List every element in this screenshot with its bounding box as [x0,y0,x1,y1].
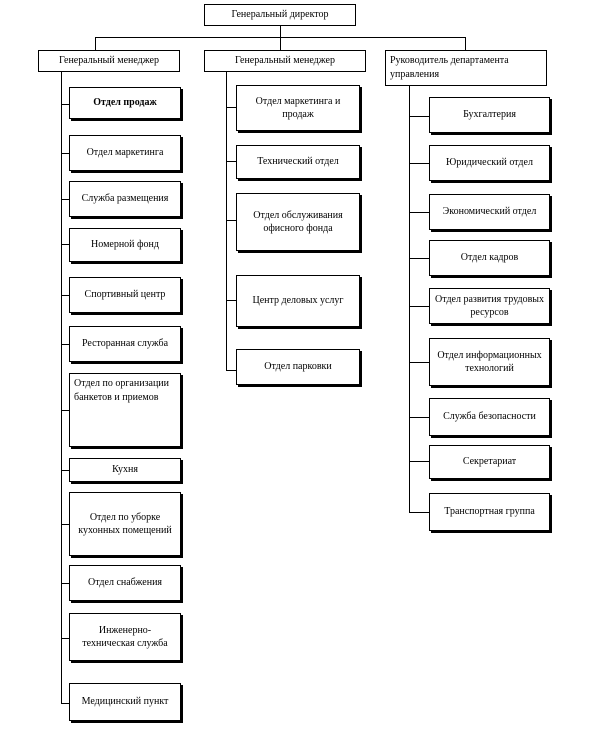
dept-box [69,228,181,262]
col2-tick [226,370,236,371]
col2-tick [226,107,236,108]
root-label: Генеральный директор [231,9,329,21]
dept-box [69,683,181,721]
dept-label: Отдел по организации банкетов и приемов [74,378,170,403]
dept-label: Отдел обслуживания офисного фонда [253,209,343,234]
col1-spine [61,72,62,703]
dept-label: Отдел информационных технологий [437,349,542,374]
col3-spine [409,86,410,512]
dept-box [236,275,360,327]
connector-root-down [280,25,281,37]
col3-tick [409,512,429,513]
col3-tick [409,461,429,462]
dept-label: Юридический отдел [446,157,533,169]
dept-label: Спортивный центр [84,289,166,301]
dept-box [429,97,550,133]
dept-box [429,398,550,436]
col1-tick [61,703,69,704]
col1-tick [61,410,69,411]
dept-label: Отдел развития трудовых ресурсов [434,293,545,318]
dept-box [429,445,550,479]
dept-label: Секретариат [462,456,517,468]
col1-tick [61,199,69,200]
col3-tick [409,258,429,259]
dept-label: Служба размещения [81,193,169,205]
dept-label: Инженерно-техническая служба [82,624,168,649]
dept-label: Кухня [112,464,138,476]
dept-box [69,613,181,661]
connector-col2-down [280,37,281,50]
dept-label: Отдел продаж [93,97,157,109]
col1-tick [61,104,69,105]
dept-box [69,565,181,601]
root-node [204,4,356,26]
dept-label: Отдел по уборке кухонных помещений [78,511,172,536]
dept-label: Отдел маркетинга [86,147,164,159]
col3-tick [409,212,429,213]
col1-tick [61,524,69,525]
dept-label: Бухгалтерия [463,109,516,121]
column-head-label: Генеральный менеджер [235,55,335,67]
dept-box [429,194,550,230]
col3-tick [409,116,429,117]
dept-box [236,85,360,131]
col2-tick [226,300,236,301]
dept-box [69,492,181,556]
column-head-label: Генеральный менеджер [59,55,159,67]
dept-box [69,458,181,482]
dept-label: Служба безопасности [443,411,536,423]
dept-label: Транспортная группа [444,506,535,518]
col2-tick [226,161,236,162]
dept-box [69,277,181,313]
column-head-label: Руководитель департамента управления [390,55,509,80]
connector-col3-down [465,37,466,50]
col1-tick [61,470,69,471]
col3-tick [409,163,429,164]
col3-tick [409,362,429,363]
dept-label: Экономический отдел [442,206,537,218]
dept-label: Отдел парковки [264,361,332,373]
column-head-general-manager-2 [204,50,366,72]
col1-tick [61,583,69,584]
dept-box [429,240,550,276]
col1-tick [61,244,69,245]
dept-box [236,193,360,251]
column-head-general-manager-1 [38,50,180,72]
dept-label: Отдел снабжения [87,577,163,589]
dept-label: Центр деловых услуг [252,295,344,307]
col2-tick [226,220,236,221]
dept-label: Ресторанная служба [81,338,169,350]
dept-box [429,338,550,386]
dept-box [69,373,181,447]
col1-tick [61,153,69,154]
col2-spine [226,72,227,370]
dept-box [236,349,360,385]
dept-box [429,493,550,531]
dept-box [69,181,181,217]
dept-box [236,145,360,179]
column-head-admin-department [385,50,547,86]
dept-label: Технический отдел [257,156,339,168]
dept-label: Отдел кадров [460,252,519,264]
dept-box [69,326,181,362]
dept-box [429,288,550,324]
dept-box [429,145,550,181]
col3-tick [409,417,429,418]
col1-tick [61,638,69,639]
dept-label: Медицинский пункт [81,696,169,708]
dept-label: Номерной фонд [91,239,159,251]
dept-box [69,135,181,171]
connector-col1-down [95,37,96,50]
col1-tick [61,295,69,296]
dept-label: Отдел маркетинга и продаж [255,95,341,120]
col1-tick [61,344,69,345]
col3-tick [409,306,429,307]
dept-box [69,87,181,119]
